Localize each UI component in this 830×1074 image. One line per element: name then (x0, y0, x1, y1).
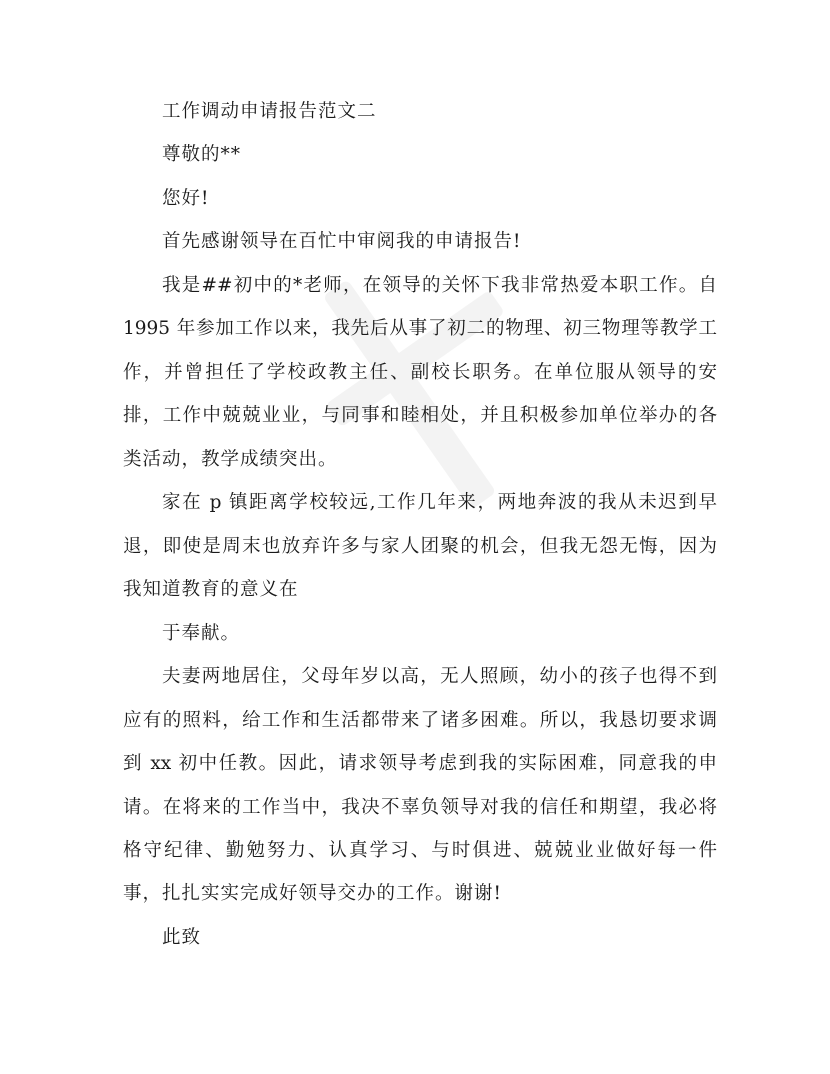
paragraph-line: 您好! (162, 187, 210, 209)
paragraph-line: 请。在将来的工作当中，我决不辜负领导对我的信任和期望，我必将 (123, 796, 717, 818)
paragraph-line: 此致 (162, 926, 202, 948)
paragraph-line: 首先感谢领导在百忙中审阅我的申请报告! (162, 231, 522, 253)
paragraph-line: 1995 年参加工作以来，我先后从事了初二的物理、初三物理等教学工 (123, 318, 717, 340)
paragraph-line: 排，工作中兢兢业业，与同事和睦相处，并且积极参加单位举办的各 (123, 405, 717, 427)
paragraph-line: 于奉献。 (162, 622, 241, 644)
paragraph-line: 到 xx 初中任教。因此，请求领导考虑到我的实际困难，同意我的申 (123, 753, 717, 775)
paragraph-line: 类活动，教学成绩突出。 (123, 448, 338, 470)
paragraph-line: 事，扎扎实实完成好领导交办的工作。谢谢! (123, 883, 502, 905)
document-title: 工作调动申请报告范文二 (162, 101, 377, 122)
paragraph-line: 应有的照料，给工作和生活都带来了诸多困难。所以，我恳切要求调 (123, 709, 717, 731)
paragraph-line: 我知道教育的意义在 (123, 579, 299, 601)
paragraph-line: 夫妻两地居住，父母年岁以高，无人照顾，幼小的孩子也得不到 (162, 666, 717, 688)
paragraph-line: 尊敬的** (162, 144, 242, 166)
paragraph-line: 退，即使是周末也放弃许多与家人团聚的机会，但我无怨无悔，因为 (123, 535, 717, 557)
paragraph-line: 家在 p 镇距离学校较远,工作几年来，两地奔波的我从未迟到早 (162, 492, 717, 514)
paragraph-line: 作，并曾担任了学校政教主任、副校长职务。在单位服从领导的安 (123, 361, 717, 383)
paragraph-line: 我是##初中的*老师，在领导的关怀下我非常热爱本职工作。自 (162, 274, 717, 296)
paragraph-line: 格守纪律、勤勉努力、认真学习、与时俱进、兢兢业业做好每一件 (123, 839, 717, 861)
